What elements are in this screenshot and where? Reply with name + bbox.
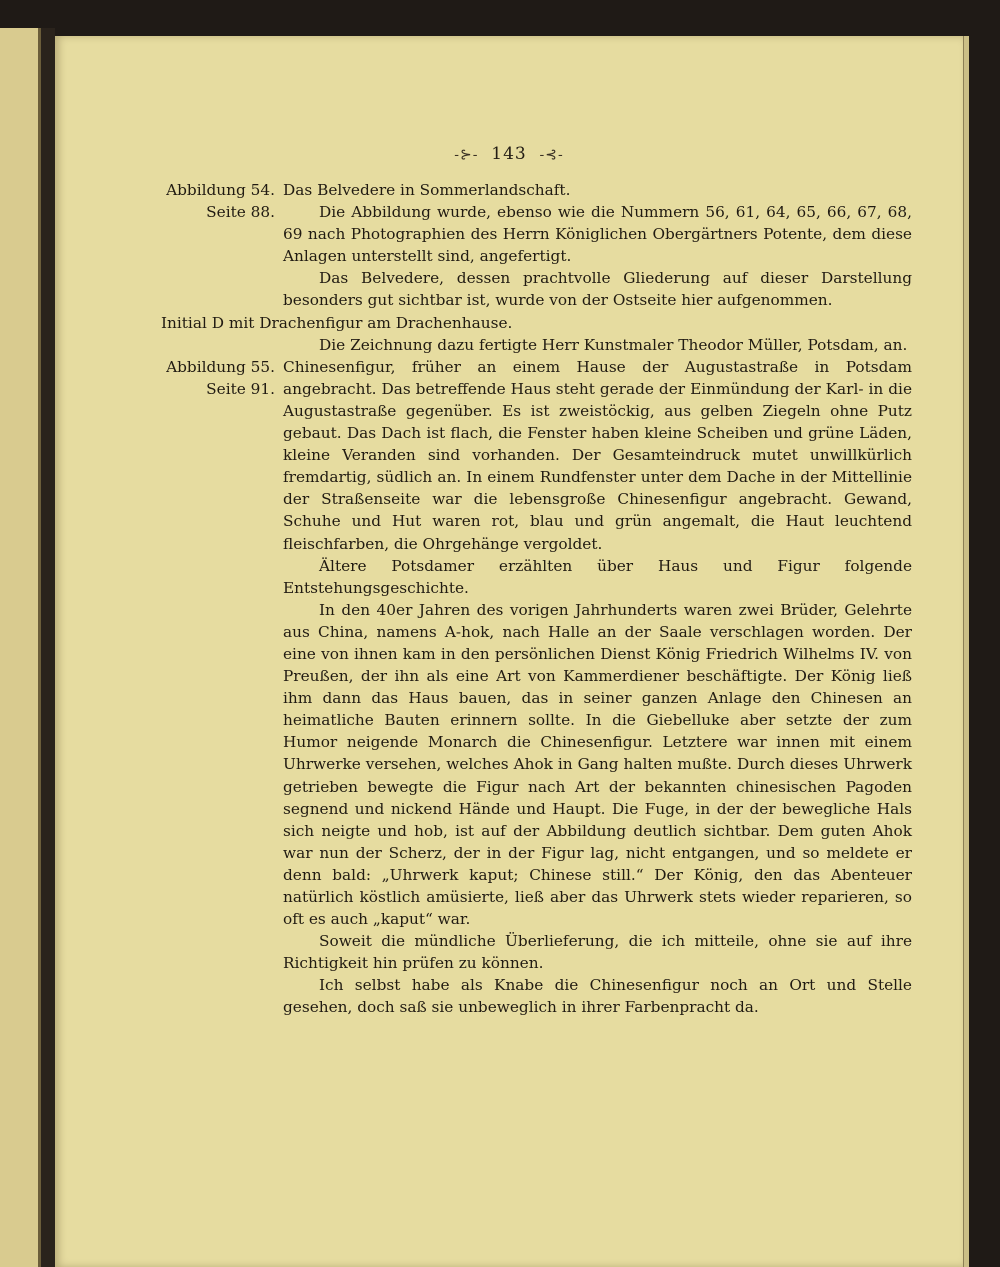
page-edge [963,36,969,1267]
margin-note [147,356,283,1019]
entry-abbildung-55 [147,356,912,1019]
entry-body [283,334,912,356]
paragraph: Soweit die mündliche Überlieferung, die ich mitteile, ohne sie auf ihre Richtigkeit hin prüfen zu können. [283,932,912,973]
page-header [55,144,963,164]
paragraph: Das Belvedere, dessen prachtvolle Gliederung auf dieser Darstellung besonders gut sichtbar ist, wurde von der Ostseite hier aufgenommen. [283,269,912,310]
margin-note [147,179,283,312]
page-number: 143 [491,144,527,164]
book-page [55,36,963,1267]
previous-page-edge [0,28,41,1267]
ornament-left-icon: -⊱- [454,147,479,163]
paragraph: Ich selbst habe als Knabe die Chinesenfigur noch an Ort und Stelle gesehen, doch saß sie unbeweglich in ihrer Farbenpracht da. [283,976,912,1017]
paragraph: Die Abbildung wurde, ebenso wie die Nummern 56, 61, 64, 65, 66, 67, 68, 69 nach Photographien des Herrn Königlichen Obergärtners Potente, dem diese Anlagen unterstellt sind, angefertigt. [283,203,912,266]
page-content [147,179,912,1019]
entry-title: Das Belvedere in Sommerlandschaft. [283,181,571,199]
margin-figure-label: Abbildung 55. [166,357,275,376]
paragraph: In den 40er Jahren des vorigen Jahrhunderts waren zwei Brüder, Gelehrte aus China, namens A-hok, nach Halle an der Saale verschlagen worden. Der eine von ihnen kam in den persönlichen Dienst König Friedrich Wilhelms IV. von Preußen, der ihn als eine Art von Kammerdiener beschäftigte. Der König ließ ihm dann das Haus bauen, das in seiner ganzen Anlage den Chinesen an heimatliche Bauten erinnern sollte. In die Giebelluke aber setzte der zum Humor neigende Monarch die Chinesenfigur. Letztere war innen mit einem Uhrwerke versehen, welches Ahok in Gang halten mußte. Durch dieses Uhrwerk getrieben bewegte die Figur nach Art der bekannten chinesischen Pagoden segnend und nickend Hände und Haupt. Die Fuge, in der der bewegliche Hals sich neigte und hob, ist auf der Abbildung deutlich sichtbar. Dem guten Ahok war nun der Scherz, der in der Figur lag, nicht entgangen, und so meldete er denn bald: „Uhrwerk kaput; Chinese still.“ Der König, den das Abenteuer natürlich köstlich amüsierte, ließ aber das Uhrwerk stets wieder reparieren, so oft es auch „kaput“ war. [283,600,912,929]
book-spine [41,28,55,1267]
paragraph: Die Zeichnung dazu fertigte Herr Kunstmaler Theodor Müller, Potsdam, an. [319,335,908,354]
initial-heading: Initial D mit Drachenfigur am Drachenhause. [161,313,513,332]
margin-figure-label: Abbildung 54. [166,181,275,199]
paragraph: Chinesenfigur, früher an einem Hause der Augustastraße in Potsdam angebracht. Das betreffende Haus steht gerade der Einmündung der Karl- in die Augustastraße gegenüber. Es ist zweistöckig, aus gelben Ziegeln ohne Putz gebaut. Das Dach ist flach, die Fenster haben kleine Scheiben und grüne Läden, kleine Veranden sind vorhanden. Der Gesamteindruck mutet unwillkürlich fremdartig, südlich an. In einem Rundfenster unter dem Dache in der Mittellinie der Straßenseite war die lebensgroße Chinesenfigur angebracht. Gewand, Schuhe und Hut waren rot, blau und grün angemalt, die Haut leuchtend fleischfarben, die Ohrgehänge vergoldet. [283,357,912,553]
entry-abbildung-54 [147,179,912,312]
paragraph: Ältere Potsdamer erzählten über Haus und Figur folgende Entstehungsgeschichte. [283,556,912,597]
entry-body [283,356,912,1019]
margin-page-ref: Seite 91. [206,379,275,398]
entry-initial-d [147,334,912,356]
ornament-right-icon: -⊰- [539,147,564,163]
margin-page-ref: Seite 88. [206,203,275,222]
entry-body [283,179,912,312]
